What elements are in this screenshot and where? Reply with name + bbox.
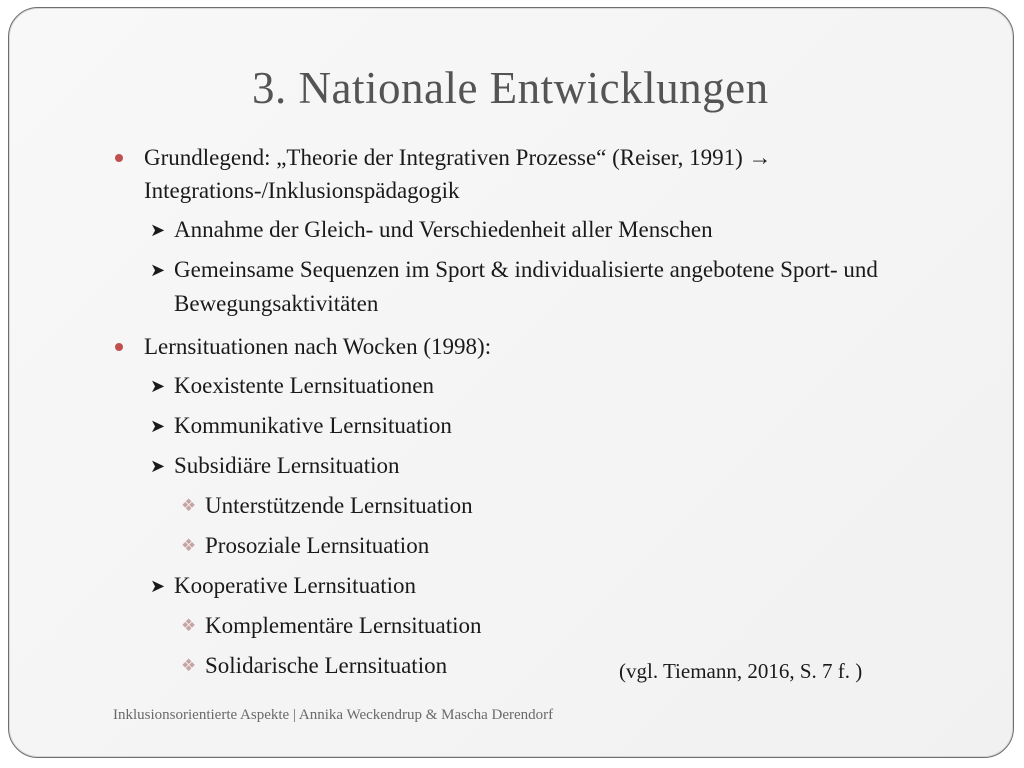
arrowhead-bullet-icon: ➤ [150, 260, 166, 280]
four-diamond-bullet-icon: ❖ [181, 616, 197, 635]
sub-item-sequenzen-line-1: Gemeinsame Sequenzen im Sport & individualisierte angebotene Sport- und [174, 257, 878, 282]
four-diamond-bullet-icon: ❖ [181, 496, 197, 515]
sub-item-kooperative: Kooperative Lernsituation [174, 573, 417, 598]
arrowhead-bullet-icon: ➤ [150, 376, 166, 396]
sub-item-subsidiaere: Subsidiäre Lernsituation [174, 453, 400, 478]
arrowhead-bullet-icon: ➤ [150, 456, 166, 476]
bullet-dot-icon [115, 343, 123, 351]
slide-title: 3. Nationale Entwicklungen [252, 63, 769, 113]
sub-sub-item-komplementaere: Komplementäre Lernsituation [205, 613, 482, 638]
sub-item-sequenzen-line-2: Bewegungsaktivitäten [174, 291, 379, 316]
sub-sub-item-unterstuetzende: Unterstützende Lernsituation [205, 493, 473, 518]
four-diamond-bullet-icon: ❖ [181, 656, 197, 675]
sub-sub-item-prosoziale: Prosoziale Lernsituation [205, 533, 430, 558]
sub-item-gleichheit: Annahme der Gleich- und Verschiedenheit aller Menschen [174, 217, 713, 242]
arrowhead-bullet-icon: ➤ [150, 220, 166, 240]
sub-item-koexistente: Koexistente Lernsituationen [174, 373, 434, 398]
bullet-2-line-1: Lernsituationen nach Wocken (1998): [144, 334, 492, 359]
arrowhead-bullet-icon: ➤ [150, 576, 166, 596]
bullet-1-line-2: Integrations-/Inklusionspädagogik [144, 178, 460, 203]
arrowhead-bullet-icon: ➤ [150, 416, 166, 436]
bullet-dot-icon [115, 154, 123, 162]
sub-item-kommunikative: Kommunikative Lernsituation [174, 413, 452, 438]
four-diamond-bullet-icon: ❖ [181, 536, 197, 555]
sub-sub-item-solidarische: Solidarische Lernsituation [205, 653, 448, 678]
citation: (vgl. Tiemann, 2016, S. 7 f. ) [619, 659, 863, 683]
bullet-1-line-1: Grundlegend: „Theorie der Integrativen Prozesse“ (Reiser, 1991) → [144, 145, 772, 170]
slide-footer: Inklusionsorientierte Aspekte | Annika Weckendrup & Mascha Derendorf [113, 707, 554, 723]
